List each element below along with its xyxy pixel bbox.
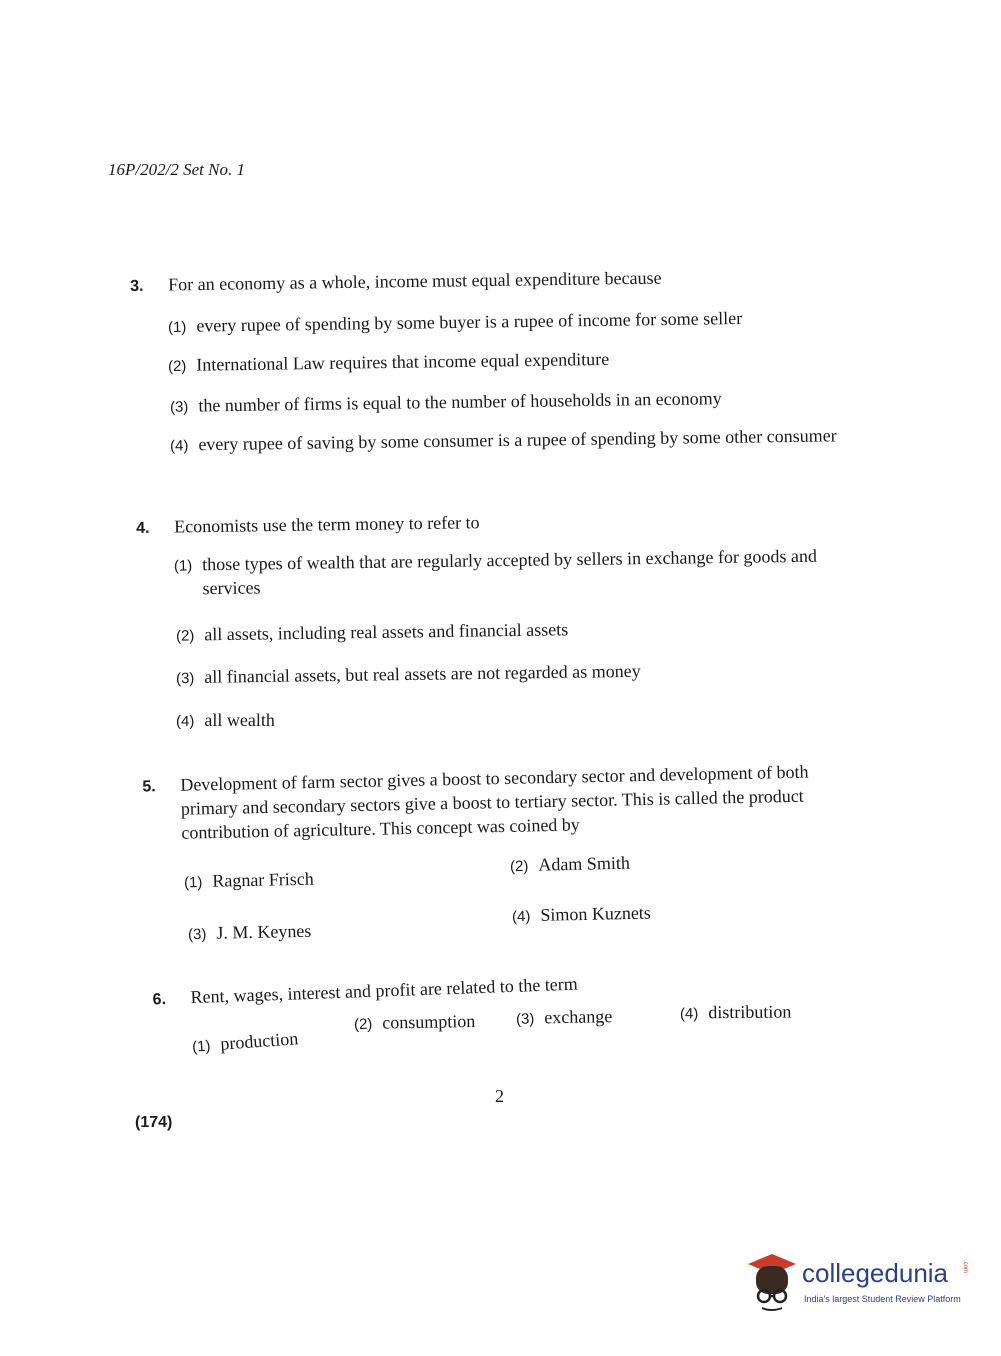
option-number: (4): [169, 437, 189, 455]
option-text: production: [219, 1028, 299, 1054]
question-number: 3.: [130, 277, 144, 296]
option-4-3: [176, 659, 641, 691]
question-5: [142, 758, 862, 843]
option-text: International Law requires that income equal expenditure: [196, 348, 610, 375]
option-text: those types of wealth that are regularly accepted by sellers in exchange for goods and services: [202, 545, 818, 599]
question-3: [130, 263, 850, 296]
option-6-4: [680, 1000, 792, 1027]
option-text: J. M. Keynes: [216, 920, 312, 943]
paper-code: (174): [135, 1114, 173, 1131]
option-number: (3): [187, 925, 207, 944]
option-text: all financial assets, but real assets are not regarded as money: [204, 660, 641, 687]
option-text: every rupee of saving by some consumer is a rupee of spending by some other consumer: [198, 425, 837, 455]
option-number: (1): [173, 557, 193, 575]
option-number: (3): [169, 398, 189, 416]
option-number: (4): [176, 713, 195, 730]
option-5-1: [184, 867, 314, 896]
option-number: (1): [183, 873, 203, 892]
option-5-4: [512, 901, 651, 930]
option-text: Adam Smith: [538, 852, 631, 875]
logo-wordmark: collegedunia: [802, 1258, 949, 1288]
option-6-2: [354, 1009, 476, 1037]
option-6-3: [516, 1004, 613, 1032]
question-number: 4.: [136, 519, 150, 538]
option-text: Ragnar Frisch: [212, 868, 315, 891]
option-text: the number of firms is equal to the number of households in an economy: [198, 388, 722, 416]
logo-tagline: India's largest Student Review Platform: [804, 1294, 961, 1304]
question-stem: Development of farm sector gives a boost to secondary sector and development of both primary and secondary sectors give a boost to tertiary sector. This is called the product contribution of agriculture. This concept was coined by: [180, 761, 809, 843]
logo-suffix: .com: [962, 1260, 968, 1274]
question-6: [152, 966, 752, 1009]
option-number: (4): [679, 1005, 699, 1023]
option-4-4: [176, 708, 275, 734]
question-number: 5.: [142, 778, 156, 796]
option-5-2: [510, 851, 630, 880]
option-3-3: [170, 386, 722, 420]
mascot-icon: [742, 1252, 800, 1314]
option-text: all wealth: [204, 710, 275, 730]
option-5-3: [188, 919, 312, 948]
option-number: (2): [509, 857, 529, 876]
question-stem: Rent, wages, interest and profit are related to the term: [190, 973, 579, 1008]
set-header: 16P/202/2 Set No. 1: [108, 160, 245, 179]
question-stem: For an economy as a whole, income must equal expenditure because: [168, 267, 662, 295]
question-stem: Economists use the term money to refer to: [174, 512, 480, 537]
option-text: exchange: [544, 1006, 613, 1028]
option-6-1: [191, 1026, 299, 1059]
option-3-1: [168, 306, 742, 340]
option-number: (2): [175, 627, 195, 645]
option-text: Simon Kuznets: [540, 902, 652, 925]
question-4: [136, 505, 856, 538]
question-number: 6.: [152, 991, 167, 1009]
collegedunia-logo: [742, 1252, 972, 1314]
option-number: (2): [167, 357, 187, 376]
option-text: every rupee of spending by some buyer is a rupee of income for some seller: [196, 307, 743, 336]
option-text: distribution: [708, 1001, 792, 1023]
option-text: all assets, including real assets and financial assets: [204, 619, 569, 645]
option-number: (1): [167, 318, 187, 337]
option-4-1: [174, 543, 843, 600]
option-4-2: [176, 617, 569, 648]
option-3-2: [168, 347, 610, 379]
option-number: (3): [175, 669, 195, 688]
option-number: (2): [353, 1015, 373, 1034]
option-text: consumption: [382, 1010, 476, 1033]
page-number: 2: [495, 1086, 504, 1106]
option-number: (3): [515, 1010, 535, 1028]
option-number: (4): [511, 908, 531, 926]
option-number: (1): [191, 1037, 212, 1056]
option-3-4: [170, 423, 839, 458]
